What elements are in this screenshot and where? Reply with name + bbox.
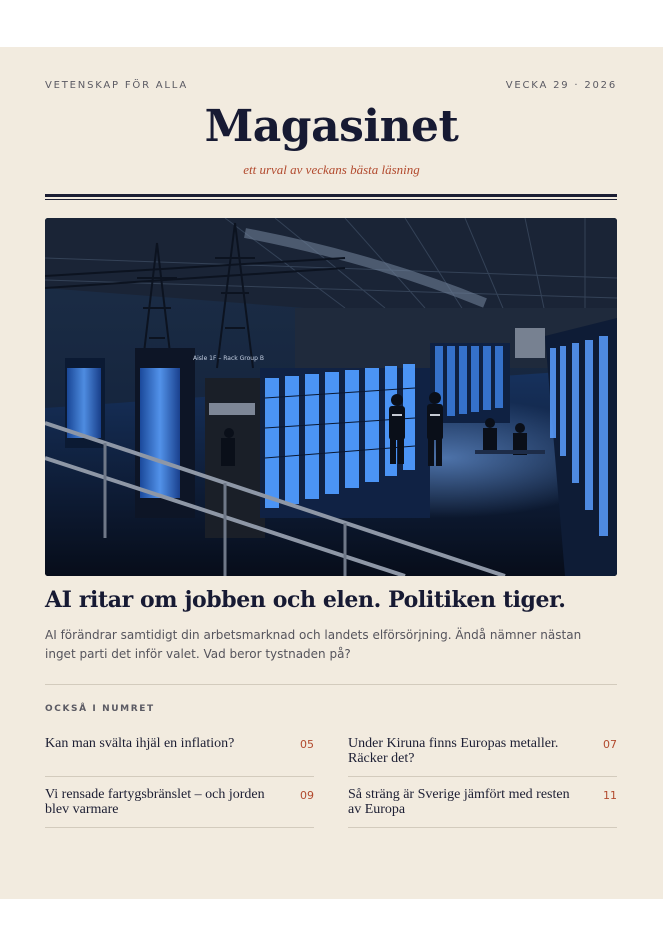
section-name: VETENSKAP FÖR ALLA [45, 80, 189, 91]
section-divider [45, 684, 617, 685]
issue-label: VECKA 29 · 2026 [505, 80, 617, 91]
top-bar [45, 80, 617, 94]
lead-dek: AI förändrar samtidigt din arbetsmarknad och landets elförsörjning. Ändå nämner nästan inget parti det inför valet. Vad beror tystnaden på? [45, 628, 582, 661]
item-title: Så sträng är Sverige jämfört med resten av Europa [348, 787, 570, 817]
masthead-rule-thick [45, 194, 617, 197]
lead-image[interactable] [45, 218, 617, 576]
item-page-number: 11 [603, 789, 617, 802]
item-page-number: 05 [300, 738, 314, 751]
item-title: Kan man svälta ihjäl en inflation? [45, 736, 235, 751]
lead-headline[interactable]: AI ritar om jobben och elen. Politiken tiger. [45, 587, 566, 613]
also-in-issue-label: OCKSÅ I NUMRET [45, 704, 155, 714]
list-item[interactable] [45, 787, 314, 828]
item-page-number: 09 [300, 789, 314, 802]
list-item[interactable] [45, 736, 314, 777]
list-item[interactable] [348, 787, 617, 828]
item-page-number: 07 [603, 738, 617, 751]
masthead-title: Magasinet [204, 101, 459, 152]
magazine-page [0, 47, 663, 899]
item-title: Vi rensade fartygsbränslet – och jorden blev varmare [45, 787, 265, 817]
masthead-rule-thin [45, 199, 617, 200]
item-title: Under Kiruna finns Europas metaller. Räcker det? [348, 736, 559, 766]
rack-group-sign: Aisle 1F – Rack Group B [193, 355, 264, 362]
list-item[interactable] [348, 736, 617, 777]
masthead-tagline: ett urval av veckans bästa läsning [243, 162, 420, 177]
